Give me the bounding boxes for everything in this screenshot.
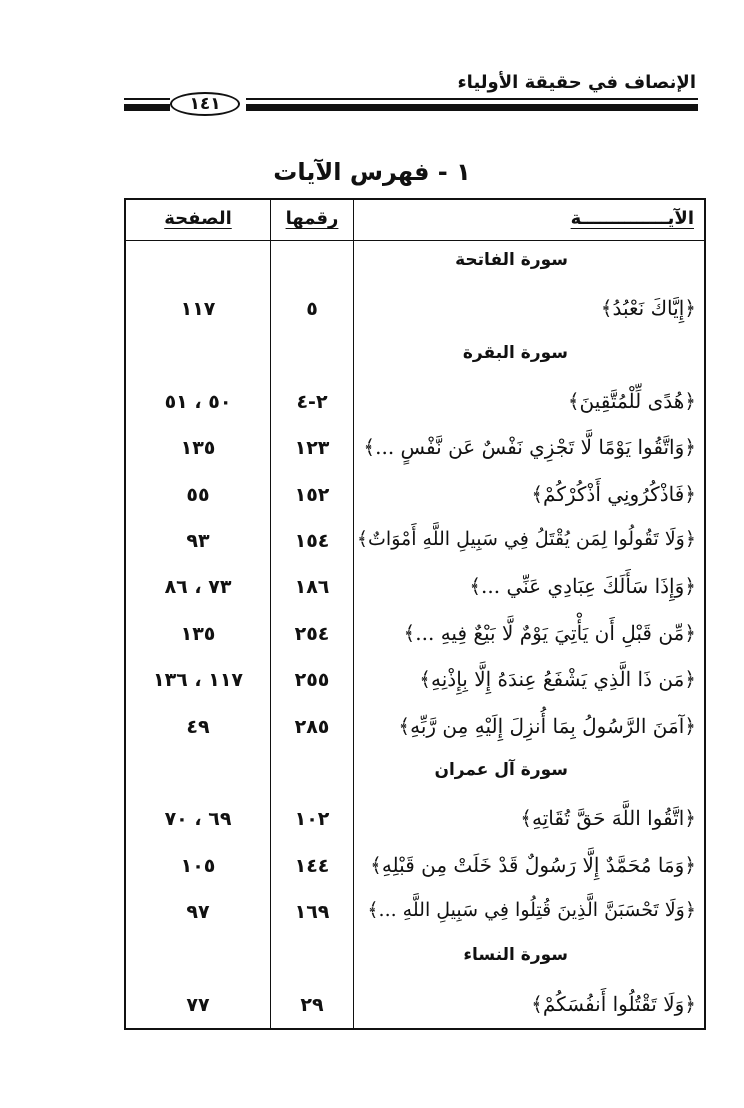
surah-heading-row bbox=[126, 754, 704, 798]
verse-number: ٢٨٥ bbox=[294, 715, 330, 738]
verse-page: ٤٩ bbox=[186, 715, 210, 738]
verse-number: ٢٩ bbox=[300, 993, 324, 1016]
verse-number: ١٥٤ bbox=[294, 530, 330, 553]
header-rule-thick bbox=[246, 104, 698, 111]
verse-index-table bbox=[124, 198, 706, 1030]
verse-text: ﴿وَاتَّقُوا يَوْمًا لَّا تَجْزِي نَفْسٌ عَن نَّفْسٍ ...﴾ bbox=[363, 435, 696, 460]
surah-heading-row bbox=[126, 337, 704, 381]
verse-page: ١١٧ bbox=[180, 298, 216, 321]
surah-name: سورة الفاتحة bbox=[455, 250, 568, 270]
verse-row bbox=[126, 290, 704, 334]
verse-text: ﴿وَلَا تَحْسَبَنَّ الَّذِينَ قُتِلُوا فِي سَبِيلِ اللَّهِ ...﴾ bbox=[367, 898, 696, 921]
surah-name: سورة البقرة bbox=[462, 342, 568, 363]
verse-number: ١٨٦ bbox=[294, 576, 330, 599]
verse-page: ٥٠ ، ٥١ bbox=[164, 391, 232, 414]
verse-row bbox=[126, 615, 704, 659]
verse-text: ﴿مِّن قَبْلِ أَن يَأْتِيَ يَوْمٌ لَّا بَيْعٌ فِيهِ ...﴾ bbox=[403, 620, 696, 645]
verse-page: ١٣٥ bbox=[180, 437, 216, 460]
verse-text: ﴿آمَنَ الرَّسُولُ بِمَا أُنزِلَ إِلَيْهِ مِن رَّبِّهِ﴾ bbox=[398, 713, 696, 738]
book-title: الإنصاف في حقيقة الأولياء bbox=[457, 72, 696, 93]
verse-page: ٥٥ bbox=[186, 483, 210, 506]
verse-row bbox=[126, 661, 704, 705]
verse-row bbox=[126, 893, 704, 937]
verse-number: ٢-٤ bbox=[296, 391, 328, 414]
verse-text: ﴿فَاذْكُرُونِي أَذْكُرْكُمْ﴾ bbox=[531, 481, 696, 506]
verse-page: ٧٧ bbox=[186, 993, 210, 1016]
verse-number: ٥ bbox=[306, 298, 318, 321]
verse-number: ٢٥٤ bbox=[294, 622, 330, 645]
header-page: الصفحة bbox=[164, 208, 232, 229]
verse-row bbox=[126, 847, 704, 891]
verse-row bbox=[126, 476, 704, 520]
verse-text: ﴿وَلَا تَقْتُلُوا أَنفُسَكُمْ﴾ bbox=[531, 991, 696, 1016]
verse-text: ﴿هُدًى لِّلْمُتَّقِينَ﴾ bbox=[567, 389, 696, 414]
verse-row bbox=[126, 986, 704, 1030]
surah-name: سورة آل عمران bbox=[434, 759, 568, 780]
verse-number: ١٠٢ bbox=[294, 808, 330, 831]
verse-text: ﴿مَن ذَا الَّذِي يَشْفَعُ عِندَهُ إِلَّا بِإِذْنِهِ﴾ bbox=[419, 667, 696, 692]
verse-number: ١٦٩ bbox=[294, 900, 330, 923]
verse-row bbox=[126, 568, 704, 612]
verse-row bbox=[126, 383, 704, 427]
surah-heading-row bbox=[126, 244, 704, 288]
header-rule-left bbox=[124, 104, 170, 111]
verse-number: ١٢٣ bbox=[294, 437, 330, 460]
verse-page: ٩٣ bbox=[186, 530, 210, 553]
verse-text: ﴿وَلَا تَقُولُوا لِمَن يُقْتَلُ فِي سَبِيلِ اللَّهِ أَمْوَاتٌ﴾ bbox=[356, 528, 696, 551]
verse-row bbox=[126, 800, 704, 844]
verse-text: ﴿وَمَا مُحَمَّدٌ إِلَّا رَسُولٌ قَدْ خَلَتْ مِن قَبْلِهِ﴾ bbox=[370, 852, 696, 877]
verse-row bbox=[126, 522, 704, 566]
header-rule-thin bbox=[246, 98, 698, 100]
verse-row bbox=[126, 429, 704, 473]
verse-page: ٩٧ bbox=[186, 900, 210, 923]
verse-number: ٢٥٥ bbox=[294, 669, 330, 692]
table-header-row bbox=[126, 200, 704, 241]
verse-number: ١٥٢ bbox=[294, 483, 330, 506]
verse-page: ٦٩ ، ٧٠ bbox=[164, 808, 232, 831]
verse-page: ١١٧ ، ١٣٦ bbox=[152, 669, 244, 692]
verse-page: ١٠٥ bbox=[180, 854, 216, 877]
verse-text: ﴿وَإِذَا سَأَلَكَ عِبَادِي عَنِّي ...﴾ bbox=[469, 574, 696, 599]
verse-number: ١٤٤ bbox=[294, 854, 330, 877]
surah-heading-row bbox=[126, 939, 704, 983]
verse-text: ﴿اتَّقُوا اللَّهَ حَقَّ تُقَاتِهِ﴾ bbox=[520, 806, 696, 831]
verse-row bbox=[126, 708, 704, 752]
header-number: رقمها bbox=[285, 208, 339, 229]
header-rule-left-thin bbox=[124, 98, 170, 100]
verse-page: ١٣٥ bbox=[180, 622, 216, 645]
verse-text: ﴿إِيَّاكَ نَعْبُدُ﴾ bbox=[600, 296, 696, 321]
verse-page: ٧٣ ، ٨٦ bbox=[164, 576, 232, 599]
surah-name: سورة النساء bbox=[463, 945, 568, 966]
page-number: ١٤١ bbox=[170, 92, 240, 116]
header-aya: الآيــــــــــــــة bbox=[570, 208, 694, 229]
index-title: ١ - فهرس الآيات bbox=[273, 158, 471, 186]
